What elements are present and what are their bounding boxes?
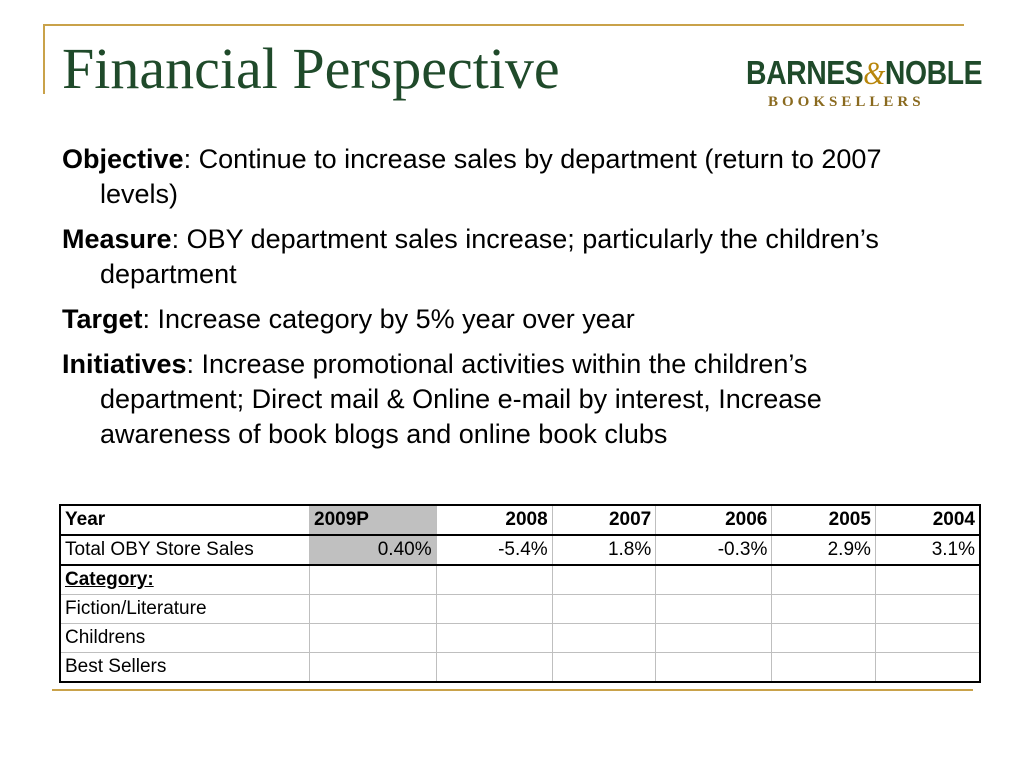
table-cell bbox=[772, 624, 876, 653]
frame-bottom-rule bbox=[52, 689, 973, 691]
table-cell bbox=[552, 624, 656, 653]
table-cell bbox=[875, 595, 980, 624]
table-cell bbox=[310, 624, 437, 653]
table-row bbox=[60, 653, 980, 683]
table-cell bbox=[875, 624, 980, 653]
logo-tagline: BOOKSELLERS bbox=[768, 94, 925, 110]
table-cell bbox=[772, 595, 876, 624]
table-cell bbox=[310, 595, 437, 624]
table-row bbox=[60, 595, 980, 624]
barnes-noble-logo bbox=[746, 54, 983, 112]
table-cell bbox=[552, 595, 656, 624]
bullet-list bbox=[62, 142, 942, 462]
header-cell: 2004 bbox=[875, 505, 980, 535]
header-cell: Year bbox=[60, 505, 310, 535]
table-cell bbox=[875, 653, 980, 683]
table-cell: -5.4% bbox=[436, 535, 552, 565]
table-cell: 2.9% bbox=[772, 535, 876, 565]
table-cell bbox=[772, 653, 876, 683]
table-cell: 0.40% bbox=[310, 535, 437, 565]
table-cell bbox=[436, 653, 552, 683]
table-cell: 1.8% bbox=[552, 535, 656, 565]
bullet-initiatives bbox=[62, 347, 942, 452]
slide-title: Financial Perspective bbox=[62, 36, 560, 101]
table-row bbox=[60, 624, 980, 653]
table-cell bbox=[552, 565, 656, 595]
logo-word-barnes: BARNES bbox=[746, 54, 864, 91]
sales-table bbox=[59, 504, 981, 683]
table-row bbox=[60, 535, 980, 565]
row-label: Best Sellers bbox=[60, 653, 310, 683]
bullet-text: : Continue to increase sales by department (return to 2007 levels) bbox=[100, 144, 882, 209]
table-cell bbox=[656, 624, 772, 653]
header-cell: 2005 bbox=[772, 505, 876, 535]
table-cell bbox=[656, 565, 772, 595]
frame-left-rule bbox=[43, 24, 45, 94]
table-cell bbox=[436, 565, 552, 595]
table-header-row bbox=[60, 505, 980, 535]
bullet-text: : Increase promotional activities within the children’s department; Direct mail & Online e-mail by interest, Increase awareness of book blogs and online book clubs bbox=[100, 349, 822, 449]
bullet-measure bbox=[62, 222, 942, 292]
bullet-target bbox=[62, 302, 942, 337]
header-cell: 2006 bbox=[656, 505, 772, 535]
table-cell bbox=[656, 595, 772, 624]
table-cell bbox=[310, 565, 437, 595]
row-label: Fiction/Literature bbox=[60, 595, 310, 624]
table-cell bbox=[436, 624, 552, 653]
bullet-label: Objective bbox=[62, 144, 184, 174]
table-cell bbox=[310, 653, 437, 683]
logo-word-noble: NOBLE bbox=[884, 54, 983, 91]
bullet-label: Initiatives bbox=[62, 349, 187, 379]
table-cell bbox=[436, 595, 552, 624]
table-cell bbox=[772, 565, 876, 595]
table-row bbox=[60, 565, 980, 595]
bullet-text: : OBY department sales increase; particularly the children’s department bbox=[100, 224, 879, 289]
header-cell: 2008 bbox=[436, 505, 552, 535]
table-cell bbox=[656, 653, 772, 683]
table-cell bbox=[875, 565, 980, 595]
frame-top-rule bbox=[43, 24, 964, 26]
table-cell: -0.3% bbox=[656, 535, 772, 565]
bullet-objective bbox=[62, 142, 942, 212]
row-label: Childrens bbox=[60, 624, 310, 653]
bullet-text: : Increase category by 5% year over year bbox=[142, 304, 635, 334]
header-cell: 2007 bbox=[552, 505, 656, 535]
category-heading: Category: bbox=[60, 565, 310, 595]
logo-ampersand: & bbox=[863, 56, 885, 92]
bullet-label: Measure bbox=[62, 224, 172, 254]
bullet-label: Target bbox=[62, 304, 143, 334]
table-cell bbox=[552, 653, 656, 683]
table-cell: 3.1% bbox=[875, 535, 980, 565]
logo-wordmark bbox=[746, 54, 983, 92]
row-label: Total OBY Store Sales bbox=[60, 535, 310, 565]
header-cell: 2009P bbox=[310, 505, 437, 535]
